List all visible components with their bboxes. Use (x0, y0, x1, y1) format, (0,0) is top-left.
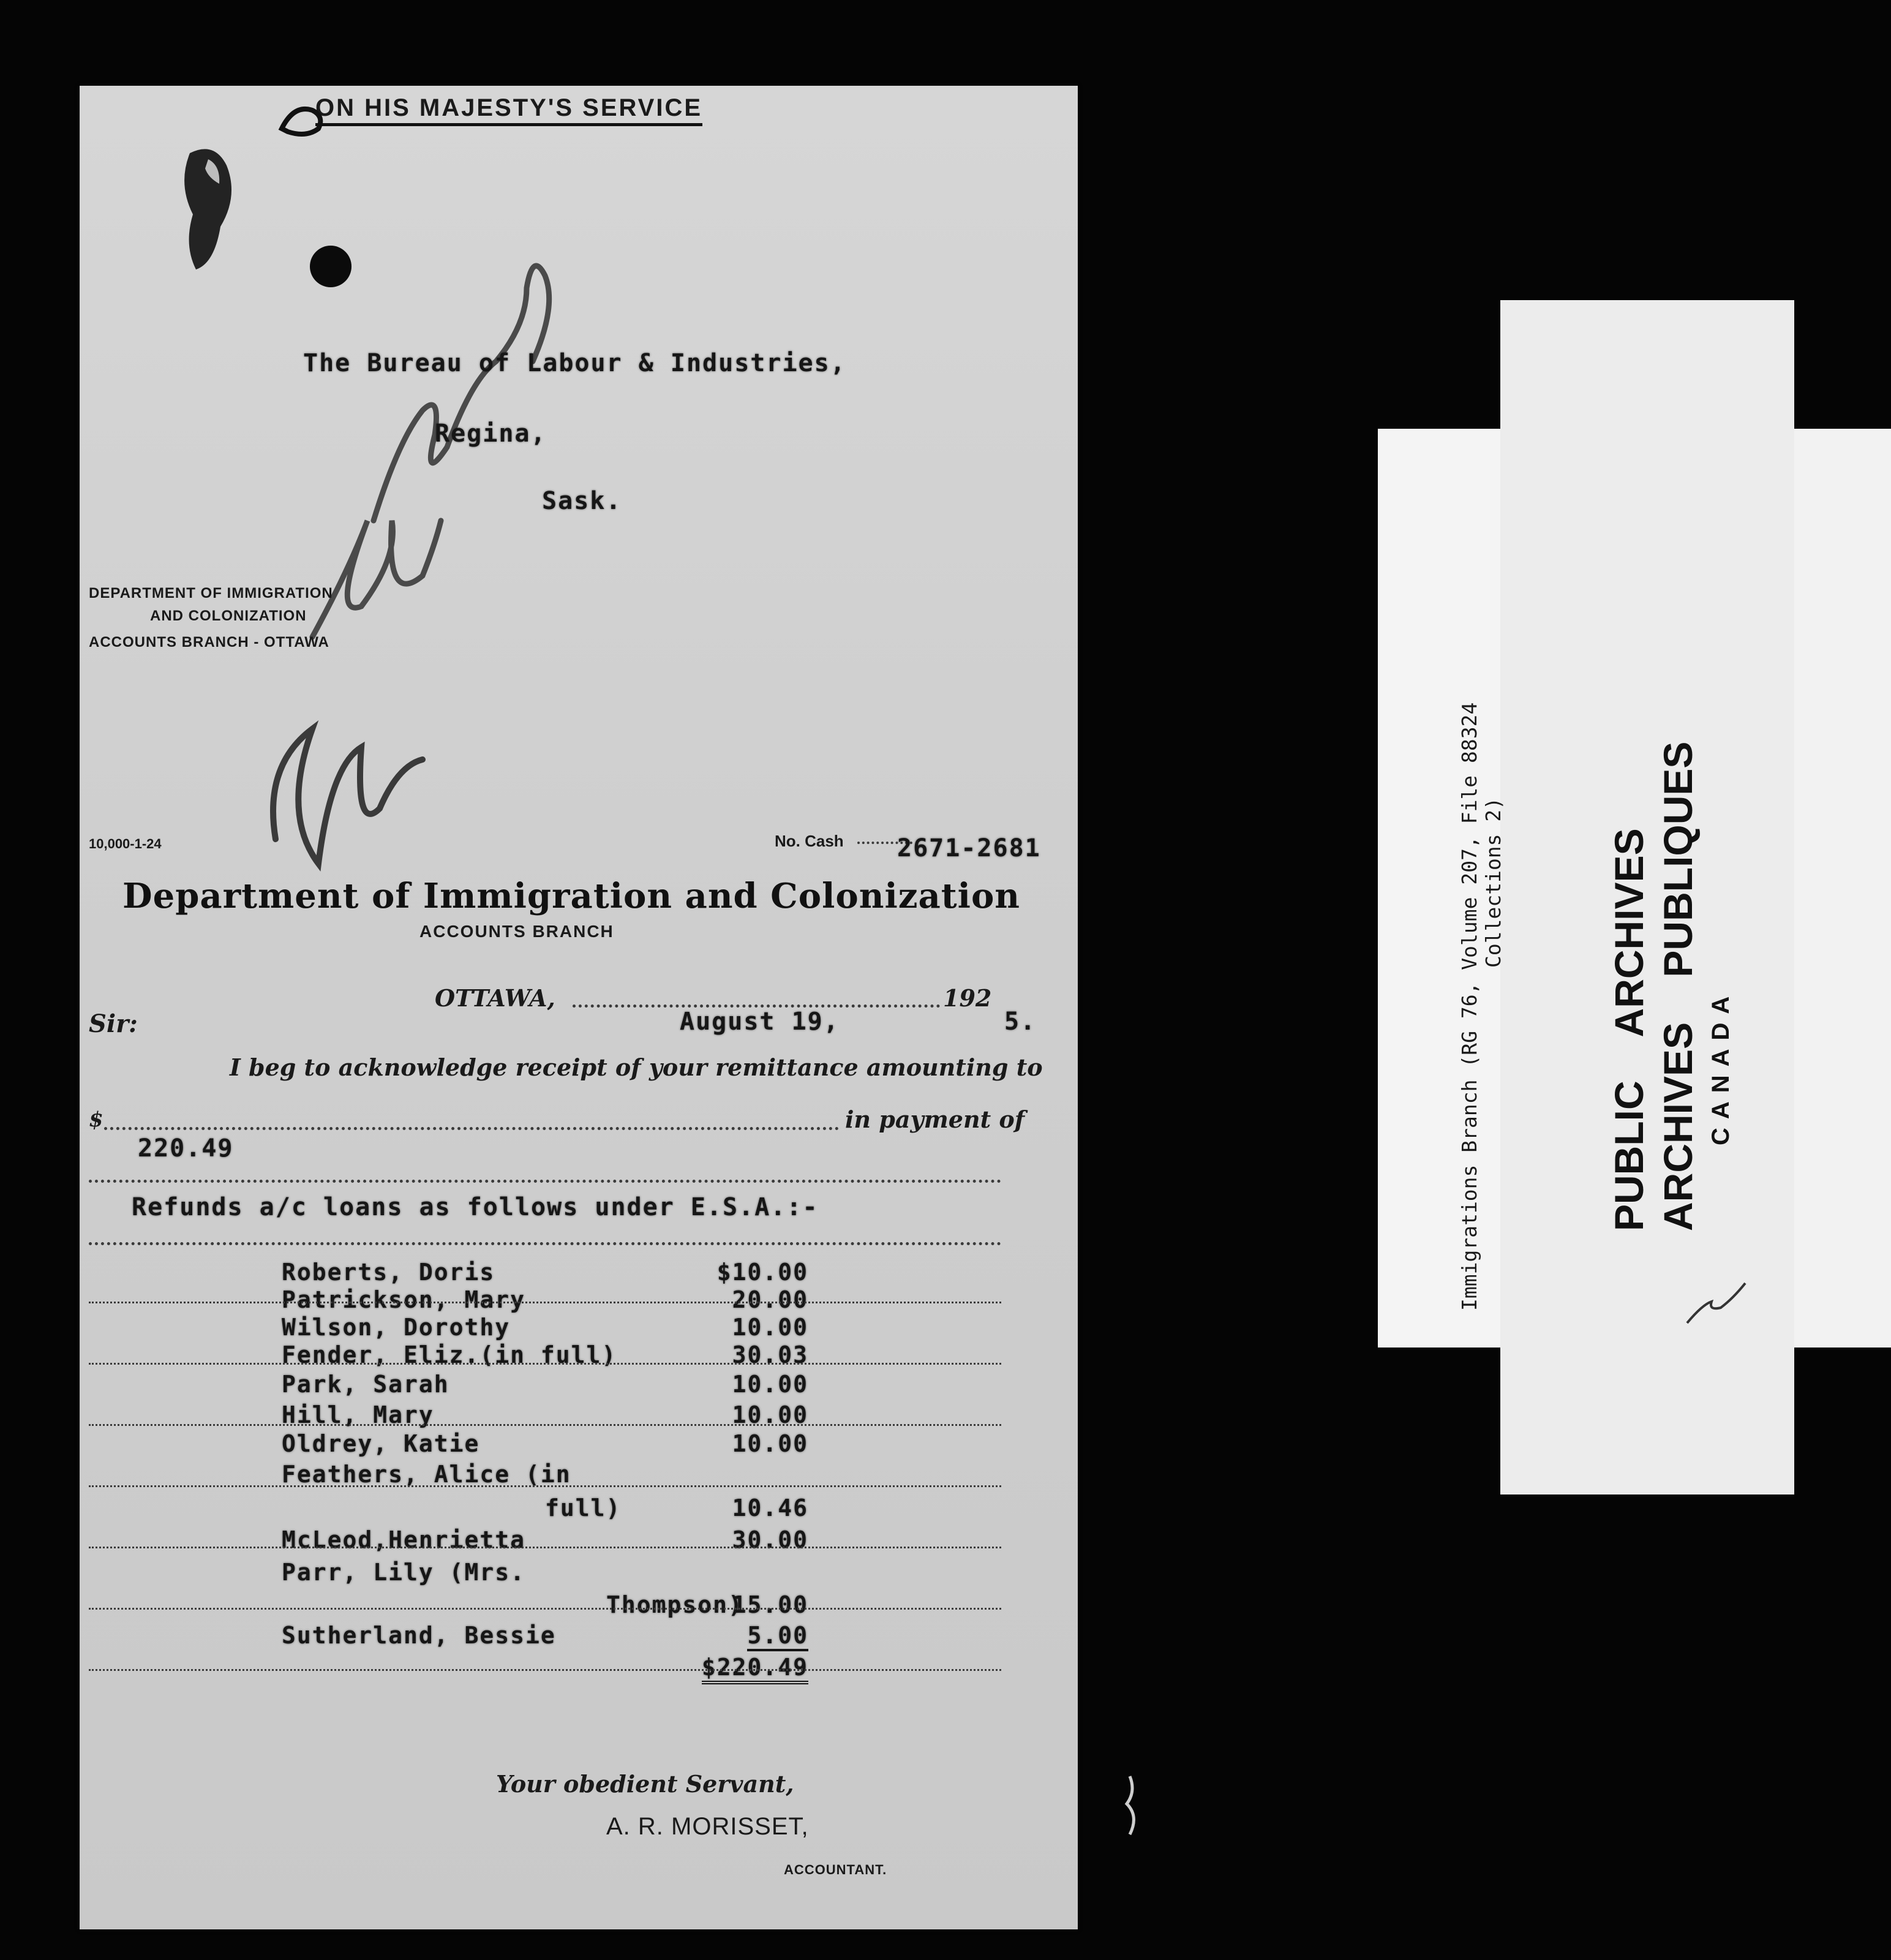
refund-name: McLeod,Henrietta (282, 1526, 526, 1553)
archives-publiques: ARCHIVES PUBLIQUES (1655, 741, 1701, 1231)
refund-amount: 10.00 (732, 1314, 808, 1341)
refund-name: Feathers, Alice (in (282, 1461, 571, 1488)
refund-amount: 10.00 (732, 1371, 808, 1398)
list-item (282, 1341, 808, 1370)
refund-amount: 5.00 (747, 1622, 808, 1651)
payment-purpose: Refunds a/c loans as follows under E.S.A.:- (132, 1193, 819, 1221)
signatory: A. R. MORISSET, (606, 1813, 809, 1840)
cash-label: No. Cash (775, 832, 844, 850)
archive-reference-line-2: Collections 2) (1481, 797, 1505, 968)
canada: CANADA (1707, 987, 1734, 1145)
dollar-sign: $ (89, 1107, 103, 1132)
handwritten-annotation (239, 178, 618, 943)
archive-reference-line-1: Immigrations Branch (RG 76, Volume 207, File 88324 (1457, 702, 1481, 1311)
ink-stain (171, 141, 245, 282)
sender-line-2: AND COLONIZATION (150, 608, 307, 624)
list-item (282, 1654, 808, 1682)
refund-name: Park, Sarah (282, 1371, 449, 1398)
department-title: Department of Immigration and Colonization (122, 876, 1021, 916)
payment-dotted-line-2 (89, 1242, 1001, 1245)
list-item (282, 1286, 808, 1314)
document-page (80, 86, 1078, 1929)
clip-mark (276, 98, 331, 141)
list-item (282, 1622, 808, 1650)
remittance-amount: 220.49 (138, 1134, 234, 1163)
archive-label-card (1378, 429, 1891, 1348)
list-item (282, 1559, 808, 1587)
list-dotted-line (89, 1302, 1001, 1303)
cash-number: 2671-2681 (897, 834, 1041, 862)
list-item (282, 1526, 808, 1555)
public-archives: PUBLIC ARCHIVES (1606, 828, 1652, 1231)
list-dotted-line (89, 1608, 1001, 1610)
place: OTTAWA, (435, 984, 555, 1012)
in-payment-of: in payment of (845, 1106, 1025, 1133)
refund-name: full) (545, 1494, 622, 1521)
acknowledgement-text: I beg to acknowledge receipt of your remittance amounting to (230, 1054, 1043, 1081)
date: August 19, (680, 1008, 840, 1036)
payment-dotted-line-1 (89, 1180, 1001, 1183)
refund-name: Roberts, Doris (282, 1259, 495, 1286)
refund-name: Wilson, Dorothy (282, 1314, 511, 1341)
address-line-3: Sask. (542, 487, 622, 515)
list-dotted-line (89, 1485, 1001, 1487)
list-dotted-line (89, 1669, 1001, 1671)
archive-reference (1457, 703, 1505, 1311)
sender-line-1: DEPARTMENT OF IMMIGRATION (89, 585, 333, 601)
form-code: 10,000-1-24 (89, 836, 162, 851)
refund-name: Patrickson, Mary (282, 1286, 526, 1313)
salutation: Sir: (89, 1009, 138, 1038)
refund-amount: 10.00 (732, 1430, 808, 1457)
refund-amount: 10.46 (732, 1494, 808, 1521)
list-item (282, 1259, 808, 1287)
list-dotted-line (89, 1424, 1001, 1426)
closing: Your obedient Servant, (496, 1770, 794, 1798)
refund-name: Fender, Eliz.(in full) (282, 1341, 617, 1368)
refund-name: Thompson) (606, 1591, 743, 1618)
refund-amount: 30.03 (732, 1341, 808, 1368)
list-item (282, 1430, 808, 1458)
year-suffix: 5. (1004, 1008, 1037, 1036)
refund-name: Parr, Lily (Mrs. (282, 1559, 526, 1586)
refund-amount: $10.00 (716, 1259, 808, 1286)
refund-name: Oldrey, Katie (282, 1430, 480, 1457)
archive-stamp (1604, 742, 1739, 1231)
list-item (282, 1314, 808, 1342)
list-item (282, 1494, 808, 1523)
list-dotted-line (89, 1547, 1001, 1548)
refund-amount: 15.00 (732, 1591, 808, 1618)
refund-amount: 10.00 (732, 1401, 808, 1428)
amount-dotted-line (104, 1127, 839, 1130)
signatory-title: ACCOUNTANT. (784, 1862, 887, 1877)
list-item (282, 1591, 808, 1619)
refund-amount: 20.00 (732, 1286, 808, 1313)
refund-amount: 30.00 (732, 1526, 808, 1553)
refund-name: Hill, Mary (282, 1401, 434, 1428)
refund-name: Sutherland, Bessie (282, 1622, 556, 1649)
address-line-1: The Bureau of Labour & Industries, (303, 349, 846, 377)
address-line-2: Regina, (435, 420, 547, 448)
branch-name: ACCOUNTS BRANCH (419, 922, 614, 941)
film-speck (1115, 1773, 1151, 1841)
label-card-flap (1794, 429, 1891, 1348)
list-dotted-line (89, 1363, 1001, 1365)
sender-line-3: ACCOUNTS BRANCH - OTTAWA (89, 634, 329, 650)
list-item (282, 1371, 808, 1399)
year-prefix: 192 (943, 984, 992, 1012)
service-header: ON HIS MAJESTY'S SERVICE (315, 94, 702, 126)
refund-total: $220.49 (702, 1654, 808, 1684)
pencil-tick (1684, 1274, 1751, 1329)
